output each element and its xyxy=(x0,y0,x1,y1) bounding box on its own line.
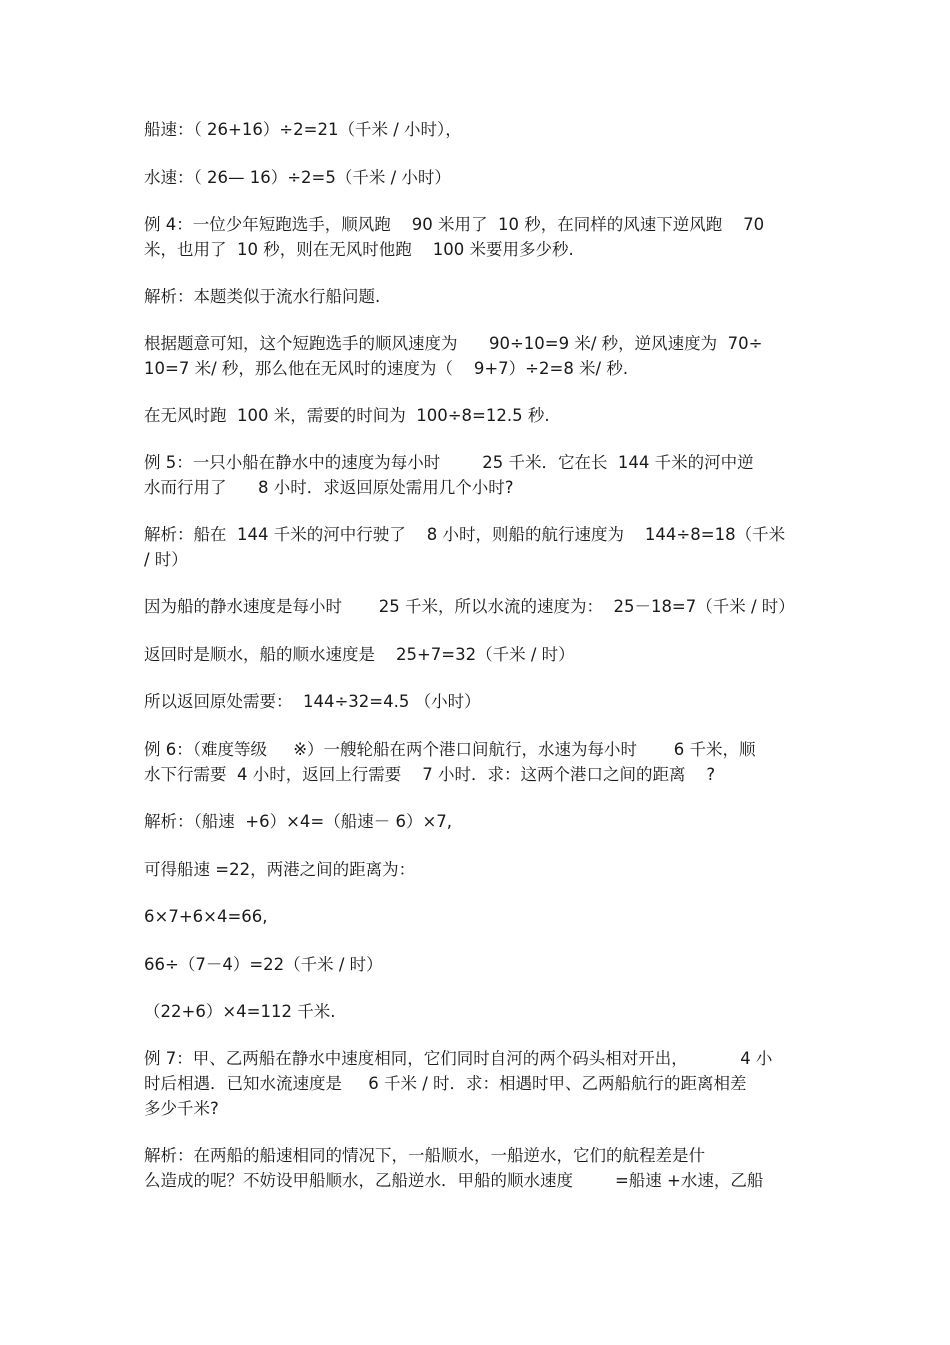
text-line: 多少千米? xyxy=(144,1099,219,1118)
text-line: 可得船速 =22，两港之间的距离为： xyxy=(144,860,416,879)
text-line: 船速：（ 26+16）÷2=21（千米 / 小时）， xyxy=(144,120,462,139)
text-line: / 时） xyxy=(144,550,188,569)
text-line: 解析：船在 144 千米的河中行驶了 8 小时，则船的航行速度为 144÷8=18（千米 xyxy=(144,525,786,544)
text-line: 例 6：（难度等级 ※）一艘轮船在两个港口间航行，水速为每小时 6 千米，顺 xyxy=(144,740,756,759)
text-line: 解析：（船速 +6）×4=（船速－ 6）×7, xyxy=(144,812,453,831)
text-line: 例 7：甲、乙两船在静水中速度相同，它们同时自河的两个码头相对开出， 4 小 xyxy=(144,1049,773,1068)
text-line: 水而行用了 8 小时．求返回原处需用几个小时? xyxy=(144,478,514,497)
text-line: 米，也用了 10 秒，则在无风时他跑 100 米要用多少秒. xyxy=(144,240,574,259)
text-line: 么造成的呢？不妨设甲船顺水，乙船逆水．甲船的顺水速度 =船速 +水速，乙船 xyxy=(144,1171,764,1190)
text-line: 在无风时跑 100 米，需要的时间为 100÷8=12.5 秒. xyxy=(144,406,550,425)
text-line: （22+6）×4=112 千米. xyxy=(144,1002,336,1021)
text-line: 66÷（7－4）=22（千米 / 时） xyxy=(144,955,383,974)
text-line: 解析：在两船的船速相同的情况下，一船顺水，一船逆水，它们的航程差是什 xyxy=(144,1146,705,1165)
text-line: 返回时是顺水，船的顺水速度是 25+7=32（千米 / 时） xyxy=(144,645,575,664)
text-line: 例 4：一位少年短跑选手，顺风跑 90 米用了 10 秒，在同样的风速下逆风跑 70 xyxy=(144,215,765,234)
text-line: 解析：本题类似于流水行船问题. xyxy=(144,287,381,306)
text-line: 10=7 米/ 秒，那么他在无风时的速度为（ 9+7）÷2=8 米/ 秒. xyxy=(144,359,629,378)
text-line: 水速：（ 26— 16）÷2=5（千米 / 小时） xyxy=(144,168,451,187)
text-line: 水下行需要 4 小时，返回上行需要 7 小时．求：这两个港口之间的距离 ? xyxy=(144,765,716,784)
text-line: 6×7+6×4=66, xyxy=(144,907,268,926)
text-line: 因为船的静水速度是每小时 25 千米，所以水流的速度为： 25－18=7（千米 / 时） xyxy=(144,597,795,616)
text-line: 时后相遇．已知水流速度是 6 千米 / 时．求：相遇时甲、乙两船航行的距离相差 xyxy=(144,1074,747,1093)
text-line: 例 5：一只小船在静水中的速度为每小时 25 千米．它在长 144 千米的河中逆 xyxy=(144,453,754,472)
text-line: 根据题意可知，这个短跑选手的顺风速度为 90÷10=9 米/ 秒，逆风速度为 70÷ xyxy=(144,334,763,353)
text-line: 所以返回原处需要： 144÷32=4.5 （小时） xyxy=(144,692,481,711)
